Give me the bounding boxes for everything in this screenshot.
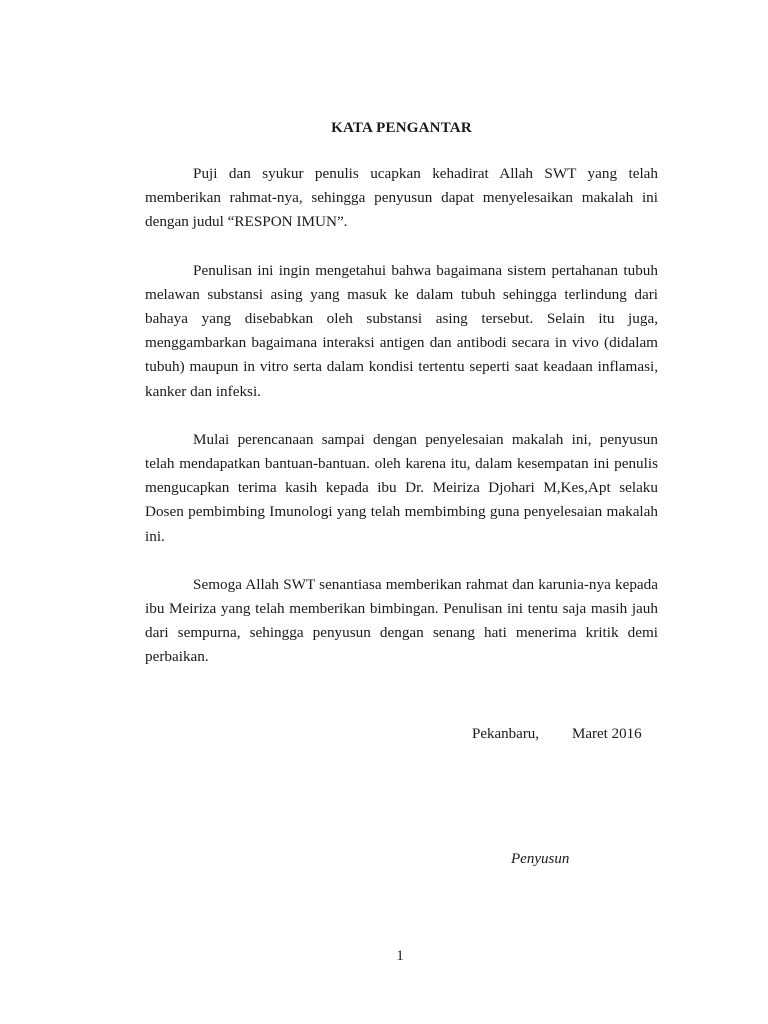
body-text <box>145 162 658 694</box>
closing-line <box>472 726 642 743</box>
page-number: 1 <box>396 948 404 964</box>
closing-place: Pekanbaru, <box>472 726 540 742</box>
paragraph-2: Penulisan ini ingin mengetahui bahwa bagaimana sistem pertahanan tubuh melawan substansi asing yang masuk ke dalam tubuh sehingga terlindung dari bahaya yang disebabkan oleh substansi asing tersebut. Selain itu juga, menggambarkan bagaimana interaksi antigen dan antibodi secara in vivo (didalam tubuh) maupun in vitro serta dalam kondisi tertentu seperti saat keadaan inflamasi, kanker dan infeksi. <box>145 261 658 400</box>
signature: Penyusun <box>511 851 570 867</box>
paragraph-3: Mulai perencanaan sampai dengan penyelesaian makalah ini, penyusun telah mendapatkan bantuan-bantuan. oleh karena itu, dalam kesempatan ini penulis mengucapkan terima kasih kepada ibu Dr. Meiriza Djohari M,Kes,Apt selaku Dosen pembimbing Imunologi yang telah membimbing guna penyelesaian makalah ini. <box>145 430 658 545</box>
page-title: KATA PENGANTAR <box>331 120 472 136</box>
paragraph-4: Semoga Allah SWT senantiasa memberikan rahmat dan karunia-nya kepada ibu Meiriza yang telah memberikan bimbingan. Penulisan ini tentu saja masih jauh dari sempurna, sehingga penyusun dengan senang hati menerima kritik demi perbaikan. <box>145 575 658 666</box>
closing-date: Maret 2016 <box>572 726 642 742</box>
paragraph-1: Puji dan syukur penulis ucapkan kehadirat Allah SWT yang telah memberikan rahmat-nya, sehingga penyusun dapat menyelesaikan makalah ini dengan judul “RESPON IMUN”. <box>145 165 658 231</box>
